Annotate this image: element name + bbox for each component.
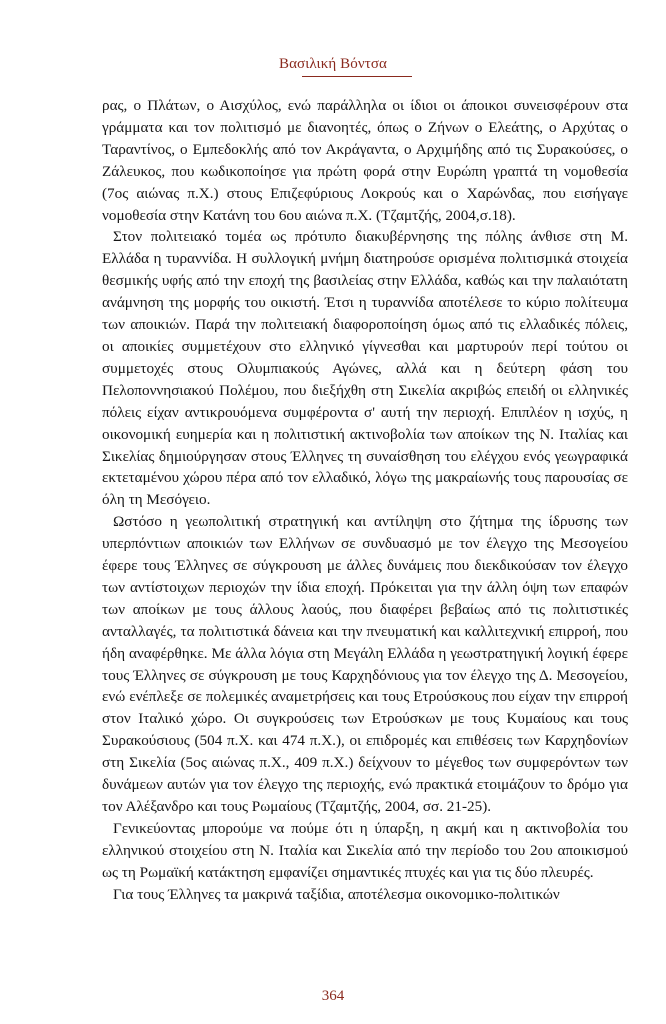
- paragraph-voyages: Για τους Έλληνες τα μακρινά ταξίδια, αποτέλεσμα οικονομικο-πολιτικών: [113, 885, 560, 903]
- paragraph-continuation: ρας, ο Πλάτων, ο Αισχύλος, ενώ παράλληλα οι ίδιοι οι άποικοι συνεισφέρουν στα γράμματα και τον πολιτισμό με διανοητές, όπως ο Ζήνων ο Ελεάτης, ο Αρχύτας ο Ταραντίνος, ο Εμπεδοκλής από τον Ακράγαντα, ο Αρχιμήδης από τις Συρακούσες, ο Ζάλευκος, που κωδικοποίησε για πρώτη φορά στην Ευρώπη γραπτά τη νομοθεσία (7ος αιώνας π.Χ.) στους Επιζεφύριους Λοκρούς και ο Χαρώνδας, που εισήγαγε νομοθεσία στην Κατάνη του 6ου αιώνα π.Χ. (Τζαμτζής, 2004,σ.18).: [102, 97, 628, 224]
- paragraph-governance: Στον πολιτειακό τομέα ως πρότυπο διακυβέρνησης της πόλης άνθισε στη Μ. Ελλάδα η τυραννίδα. Η συλλογική μνήμη διατηρούσε ορισμένα πολιτισμικά στοιχεία θεσμικής υφής από την εποχή της βασιλείας στην Ελλάδα, καθώς και την παλαιότατη ανάμνηση της μορφής του οικιστή. Έτσι η τυραννίδα αποτέλεσε το κύριο πολίτευμα των αποικιών. Παρά την πολιτειακή διαφοροποίηση όμως από τις ελλαδικές πόλεις, οι αποικίες συμμετέχουν στο ελληνικό γίγνεσθαι και μαρτυρούν περί τούτου οι συμμετοχές στους Ολυμπιακούς Αγώνες, αλλά και η δεύτερη φάση του Πελοποννησιακού Πολέμου, που διεξήχθη στη Σικελία ακριβώς επειδή οι ελληνικές πόλεις είχαν αντικρουόμενα συμφέροντα σ' αυτή την περιοχή. Επιπλέον η ισχύς, η οικονομική ευημερία και η πολιτιστική ακτινοβολία των αποίκων της Ν. Ιταλίας και Σικελίας δημιούργησαν στους Έλληνες τη συναίσθηση του ελέγχου ενός γεωγραφικά εκτεταμένου χώρου πέρα από τον ελλαδικό, λόγω της μακραίωνής τους παρουσίας σε όλη τη Μεσόγειο.: [102, 228, 628, 509]
- running-header: Βασιλική Βόντσα: [278, 56, 388, 72]
- body-text: [102, 95, 628, 906]
- paragraph-generalization: Γενικεύοντας μπορούμε να πούμε ότι η ύπαρξη, η ακμή και η ακτινοβολία του ελληνικού στοιχείου στη Ν. Ιταλία και Σικελία από την περίοδο του 2ου αποικισμού ως τη Ρωμαϊκή κατάκτηση εμφανίζει σημαντικές πτυχές και για τις δύο πλευρές.: [102, 819, 628, 881]
- header-underline: [302, 76, 412, 77]
- paragraph-geopolitics: Ωστόσο η γεωπολιτική στρατηγική και αντίληψη στο ζήτημα της ίδρυσης των υπερπόντιων αποικιών των Ελλήνων σε συνδυασμό με τον έλεγχο της Μεσογείου έφερε τους Έλληνες σε σύγκρουση με άλλες δυνάμεις που διεκδικούσαν τον έλεγχο των αντίστοιχων περιοχών την ίδια εποχή. Πρόκειται για την άλλη όψη των επαφών των αποίκων με τους άλλους λαούς, που διαφέρει βεβαίως από τις πολιτιστικές ανταλλαγές, τα πολιτιστικά δάνεια και την πνευματική και καλλιτεχνική επιρροή, που ήδη αναφέρθηκε. Με άλλα λόγια στη Μεγάλη Ελλάδα η γεωστρατηγική λογική έφερε τους Έλληνες σε σύγκρουση με τους Καρχηδόνιους για τον έλεγχο της Δ. Μεσογείου, ενώ ενέπλεξε σε πολεμικές αναμετρήσεις και τους Ετρούσκους που είχαν την επιρροή στον Ιταλικό χώρο. Οι συγκρούσεις των Ετρούσκων με τους Κυμαίους και τους Συρακούσιους (504 π.Χ. και 474 π.Χ.), οι επιδρομές και επιθέσεις των Καρχηδονίων στη Σικελία (5ος αιώνας π.Χ., 409 π.Χ.) δείχνουν το μέγεθος των συμφερόντων των δυνάμεων αυτών για τον έλεγχο της περιοχής, ενώ πρακτικά ετοιμάζουν το δρόμο για τον Αλέξανδρο και τους Ρωμαίους (Τζαμτζής, 2004, σσ. 21-25).: [102, 513, 628, 815]
- page-number: 364: [321, 988, 345, 1004]
